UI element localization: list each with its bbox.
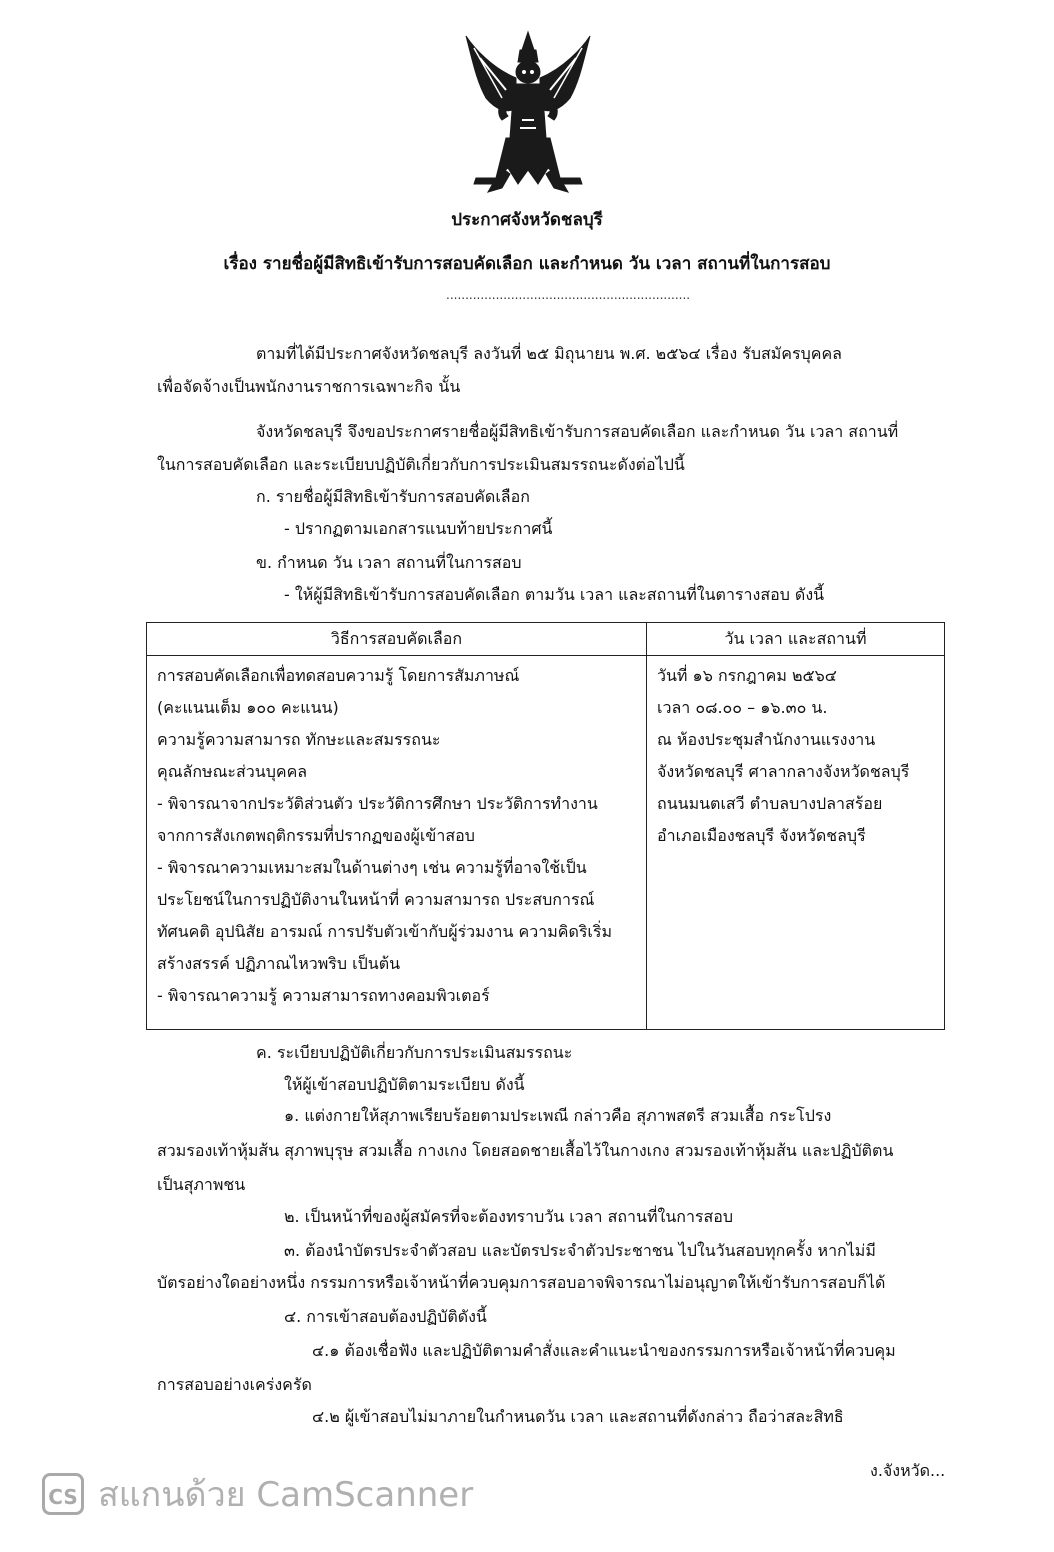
para1-line1: ตามที่ได้มีประกาศจังหวัดชลบุรี ลงวันที่ ๒๕ มิถุนายน พ.ศ. ๒๕๖๔ เรื่อง รับสมัครบุคคล bbox=[256, 344, 842, 363]
rule1-line3: เป็นสุภาพชน bbox=[157, 1175, 246, 1194]
method-line: - พิจารณาจากประวัติส่วนตัว ประวัติการศึกษา ประวัติการทำงาน bbox=[157, 794, 598, 813]
method-line: (คะแนนเต็ม ๑๐๐ คะแนน) bbox=[157, 698, 339, 717]
method-line: สร้างสรรค์ ปฏิภาณไหวพริบ เป็นต้น bbox=[157, 954, 401, 973]
method-line: จากการสังเกตพฤติกรรมที่ปรากฏของผู้เข้าสอบ bbox=[157, 826, 475, 845]
document-title: ประกาศจังหวัดชลบุรี bbox=[451, 210, 603, 230]
rule1-line2: สวมรองเท้าหุ้มส้น สุภาพบุรุษ สวมเสื้อ กางเกง โดยสอดชายเสื้อไว้ในกางเกง สวมรองเท้าหุ้มส้น และปฏิบัติตน bbox=[157, 1141, 894, 1160]
camscanner-watermark bbox=[42, 1470, 473, 1518]
garuda-emblem-icon bbox=[462, 28, 594, 198]
watermark-text: สแกนด้วย CamScanner bbox=[98, 1475, 474, 1515]
method-line: - พิจารณาความรู้ ความสามารถทางคอมพิวเตอร์ bbox=[157, 986, 490, 1005]
method-cell bbox=[147, 656, 647, 1030]
item-a-heading: ก. รายชื่อผู้มีสิทธิเข้ารับการสอบคัดเลือก bbox=[256, 487, 530, 506]
item-b-sub: - ให้ผู้มีสิทธิเข้ารับการสอบคัดเลือก ตามวัน เวลา และสถานที่ในตารางสอบ ดังนี้ bbox=[284, 585, 825, 604]
exam-schedule-table bbox=[146, 622, 945, 1030]
document-subject: เรื่อง รายชื่อผู้มีสิทธิเข้ารับการสอบคัดเลือก และกำหนด วัน เวลา สถานที่ในการสอบ bbox=[223, 254, 831, 274]
method-line: การสอบคัดเลือกเพื่อทดสอบความรู้ โดยการสัมภาษณ์ bbox=[157, 666, 520, 685]
datetime-line: เวลา ๐๘.๐๐ – ๑๖.๓๐ น. bbox=[657, 698, 828, 717]
header-datetime: วัน เวลา และสถานที่ bbox=[647, 623, 945, 656]
rules-intro: ให้ผู้เข้าสอบปฏิบัติตามระเบียบ ดังนี้ bbox=[284, 1075, 525, 1094]
para2-line1: จังหวัดชลบุรี จึงขอประกาศรายชื่อผู้มีสิทธิเข้ารับการสอบคัดเลือก และกำหนด วัน เวลา สถานที่ bbox=[256, 422, 899, 441]
datetime-cell bbox=[647, 656, 945, 1030]
item-c-heading: ค. ระเบียบปฏิบัติเกี่ยวกับการประเมินสมรรถนะ bbox=[256, 1043, 573, 1062]
rule2: ๒. เป็นหน้าที่ของผู้สมัครที่จะต้องทราบวัน เวลา สถานที่ในการสอบ bbox=[284, 1207, 734, 1226]
datetime-line: อำเภอเมืองชลบุรี จังหวัดชลบุรี bbox=[657, 826, 866, 845]
method-line: - พิจารณาความเหมาะสมในด้านต่างๆ เช่น ความรู้ที่อาจใช้เป็น bbox=[157, 858, 587, 877]
header-method: วิธีการสอบคัดเลือก bbox=[147, 623, 647, 656]
method-line: ประโยชน์ในการปฏิบัติงานในหน้าที่ ความสามารถ ประสบการณ์ bbox=[157, 890, 595, 909]
datetime-line: ถนนมนตเสวี ตำบลบางปลาสร้อย bbox=[657, 794, 883, 813]
method-line: ทัศนคติ อุปนิสัย อารมณ์ การปรับตัวเข้ากับผู้ร่วมงาน ความคิดริเริ่ม bbox=[157, 922, 613, 941]
rule3-line1: ๓. ต้องนำบัตรประจำตัวสอบ และบัตรประจำตัวประชาชน ไปในวันสอบทุกครั้ง หากไม่มี bbox=[284, 1241, 876, 1260]
rule42: ๔.๒ ผู้เข้าสอบไม่มาภายในกำหนดวัน เวลา และสถานที่ดังกล่าว ถือว่าสละสิทธิ bbox=[312, 1407, 844, 1426]
item-b-heading: ข. กำหนด วัน เวลา สถานที่ในการสอบ bbox=[256, 553, 522, 572]
rule41-line1: ๔.๑ ต้องเชื่อฟัง และปฏิบัติตามคำสั่งและคำแนะนำของกรรมการหรือเจ้าหน้าที่ควบคุม bbox=[312, 1341, 896, 1360]
para2-line2: ในการสอบคัดเลือก และระเบียบปฏิบัติเกี่ยวกับการประเมินสมรรถนะดังต่อไปนี้ bbox=[157, 455, 685, 474]
rule3-line2: บัตรอย่างใดอย่างหนึ่ง กรรมการหรือเจ้าหน้าที่ควบคุมการสอบอาจพิจารณาไม่อนุญาตให้เข้ารับการสอบก็ได้ bbox=[157, 1273, 886, 1292]
rule4: ๔. การเข้าสอบต้องปฏิบัติดังนี้ bbox=[284, 1307, 487, 1326]
para1-line2: เพื่อจัดจ้างเป็นพนักงานราชการเฉพาะกิจ นั้น bbox=[157, 377, 461, 396]
continuation-note: ง.จังหวัด... bbox=[870, 1461, 946, 1480]
datetime-line: จังหวัดชลบุรี ศาลากลางจังหวัดชลบุรี bbox=[657, 762, 910, 781]
rule41-line2: การสอบอย่างเคร่งครัด bbox=[157, 1375, 312, 1394]
table-header-row bbox=[147, 623, 945, 656]
item-a-sub: - ปรากฏตามเอกสารแนบท้ายประกาศนี้ bbox=[284, 519, 553, 538]
datetime-line: ณ ห้องประชุมสำนักงานแรงงาน bbox=[657, 730, 876, 749]
method-line: คุณลักษณะส่วนบุคคล bbox=[157, 762, 308, 781]
method-line: ความรู้ความสามารถ ทักษะและสมรรถนะ bbox=[157, 730, 441, 749]
camscanner-logo-icon: CS bbox=[42, 1473, 84, 1515]
datetime-line: วันที่ ๑๖ กรกฎาคม ๒๕๖๔ bbox=[657, 666, 837, 685]
rule1-line1: ๑. แต่งกายให้สุภาพเรียบร้อยตามประเพณี กล่าวคือ สุภาพสตรี สวมเสื้อ กระโปรง bbox=[284, 1106, 832, 1125]
separator-dots: ................................................................ bbox=[446, 288, 691, 302]
table-row bbox=[147, 656, 945, 1030]
